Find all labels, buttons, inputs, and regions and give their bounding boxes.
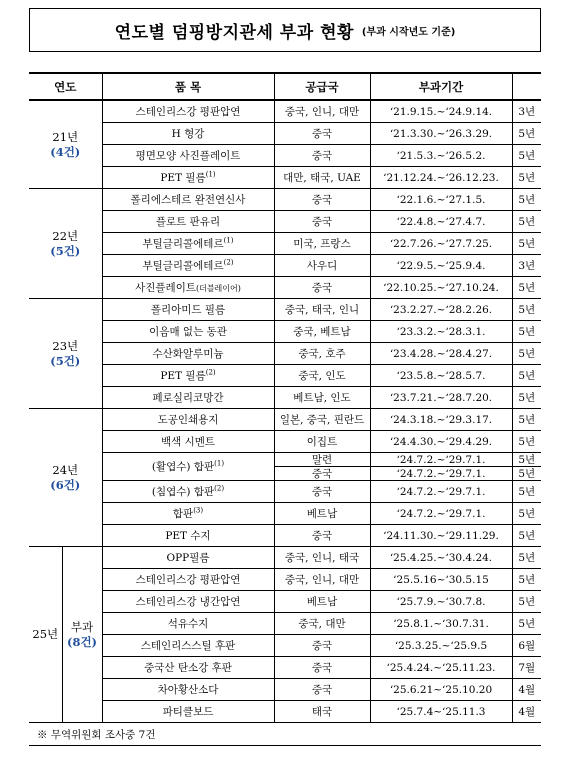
country-cell: 중국	[274, 467, 370, 481]
item-cell	[102, 657, 274, 679]
country-cell: 중국	[274, 189, 370, 211]
country-cell: 중국, 인니, 대만	[274, 569, 370, 591]
table-row	[29, 387, 541, 409]
table-row	[29, 277, 541, 299]
table-row	[29, 613, 541, 635]
duration-cell: 5년	[512, 481, 541, 503]
header-period: 부과기간	[370, 73, 512, 100]
item-name: 사진플레이트	[135, 282, 196, 294]
table-row	[29, 211, 541, 233]
page-subtitle: (부과 시작년도 기준)	[361, 26, 456, 38]
item-name: 스테인리스강 냉간압연	[135, 596, 241, 608]
item-name: (활엽수) 합판	[151, 461, 215, 473]
country-cell: 중국	[274, 277, 370, 299]
note-row	[29, 723, 541, 746]
year-cell	[29, 189, 102, 299]
item-name: 파티클보드	[162, 706, 214, 718]
item-name: 페로실리코망간	[152, 392, 224, 404]
year-count: (5건)	[50, 353, 81, 368]
period-cell: ‘21.9.15.~‘24.9.14.	[370, 100, 512, 123]
country-cell: 중국	[274, 481, 370, 503]
duration-cell: 5년	[512, 409, 541, 431]
item-cell	[102, 481, 274, 503]
period-cell: ‘23.7.21.~‘28.7.20.	[370, 387, 512, 409]
period-cell: ‘24.7.2.~‘29.7.1.	[370, 503, 512, 525]
table-row	[29, 189, 541, 211]
item-cell	[102, 409, 274, 431]
item-footnote-mark: (1)	[223, 236, 234, 245]
item-cell	[102, 299, 274, 321]
item-cell	[102, 211, 274, 233]
table-row	[29, 569, 541, 591]
country-cell: 중국	[274, 145, 370, 167]
table-row	[29, 431, 541, 453]
item-cell	[102, 453, 274, 481]
title-box	[29, 8, 541, 52]
header-country: 공급국	[274, 73, 370, 100]
item-cell	[102, 503, 274, 525]
country-cell: 중국	[274, 123, 370, 145]
item-footnote-mark: (2)	[205, 368, 216, 377]
period-cell: ‘23.2.27.~‘28.2.26.	[370, 299, 512, 321]
duration-cell: 3년	[512, 255, 541, 277]
table-header-row	[29, 73, 541, 100]
country-cell: 중국	[274, 635, 370, 657]
item-name: 폴리에스테르 완전연신사	[130, 194, 246, 206]
dumping-duty-table	[29, 72, 541, 746]
duration-cell: 3년	[512, 100, 541, 123]
item-name: 플로트 판유리	[155, 216, 221, 228]
country-cell: 중국, 태국, 인니	[274, 299, 370, 321]
period-cell: ‘21.5.3.~‘26.5.2.	[370, 145, 512, 167]
table-row	[29, 365, 541, 387]
item-cell	[102, 321, 274, 343]
duration-cell: 5년	[512, 453, 541, 467]
table-row	[29, 409, 541, 431]
item-cell	[102, 233, 274, 255]
table-row	[29, 167, 541, 189]
item-name: 부틸글리콜에테르	[142, 260, 224, 272]
duration-cell: 5년	[512, 547, 541, 569]
duration-cell: 5년	[512, 591, 541, 613]
table-row	[29, 343, 541, 365]
country-cell: 중국, 인도	[274, 365, 370, 387]
year-label: 21년	[52, 129, 79, 144]
item-name: 스테인리스강 평판압연	[135, 574, 241, 586]
header-item: 품 목	[102, 73, 274, 100]
period-cell: ‘24.4.30.~‘29.4.29.	[370, 431, 512, 453]
period-cell: ‘24.3.18.~‘29.3.17.	[370, 409, 512, 431]
period-cell: ‘23.4.28.~‘28.4.27.	[370, 343, 512, 365]
item-name: H 형강	[171, 128, 205, 140]
table-row	[29, 100, 541, 123]
year-count: (4건)	[50, 144, 81, 159]
year-sub-cell	[62, 547, 102, 723]
duration-cell: 5년	[512, 277, 541, 299]
item-name: 합판	[172, 508, 194, 520]
item-name: 차아황산소다	[157, 684, 219, 696]
country-cell: 중국, 대만	[274, 613, 370, 635]
period-cell: ‘24.7.2.~‘29.7.1.	[370, 467, 512, 481]
item-footnote-mark: (1)	[205, 170, 216, 179]
item-cell	[102, 277, 274, 299]
period-cell: ‘21.3.30.~‘26.3.29.	[370, 123, 512, 145]
country-cell: 중국	[274, 211, 370, 233]
footnote: ※ 무역위원회 조사중 7건	[29, 723, 541, 746]
table-row	[29, 701, 541, 723]
duration-cell: 4월	[512, 701, 541, 723]
item-cell	[102, 431, 274, 453]
duration-cell: 5년	[512, 365, 541, 387]
country-cell: 베트남, 인도	[274, 387, 370, 409]
country-cell: 중국	[274, 657, 370, 679]
item-name: OPP필름	[166, 552, 210, 564]
table-row	[29, 233, 541, 255]
item-cell	[102, 255, 274, 277]
item-cell	[102, 591, 274, 613]
table-row	[29, 321, 541, 343]
year-count: (8건)	[67, 634, 97, 649]
item-cell	[102, 343, 274, 365]
item-cell	[102, 145, 274, 167]
duration-cell: 5년	[512, 123, 541, 145]
period-cell: ‘22.9.5.~‘25.9.4.	[370, 255, 512, 277]
item-name: 스테인리스강 평판압연	[135, 106, 241, 118]
item-cell	[102, 635, 274, 657]
country-cell: 미국, 프랑스	[274, 233, 370, 255]
header-duration	[512, 73, 541, 100]
table-row	[29, 145, 541, 167]
duration-cell: 5년	[512, 321, 541, 343]
item-cell	[102, 123, 274, 145]
country-cell: 중국, 인니, 대만	[274, 100, 370, 123]
country-cell: 베트남	[274, 503, 370, 525]
country-cell: 중국	[274, 679, 370, 701]
period-cell: ‘23.5.8.~‘28.5.7.	[370, 365, 512, 387]
country-cell: 중국	[274, 525, 370, 547]
country-cell: 중국, 호주	[274, 343, 370, 365]
duration-cell: 5년	[512, 525, 541, 547]
duration-cell: 5년	[512, 233, 541, 255]
year-cell	[29, 299, 102, 409]
period-cell: ‘25.5.16~‘30.5.15	[370, 569, 512, 591]
year-cell	[29, 409, 102, 547]
item-name: PET 필름	[160, 172, 206, 184]
period-cell: ‘22.7.26.~‘27.7.25.	[370, 233, 512, 255]
country-cell: 말련	[274, 453, 370, 467]
table-row	[29, 299, 541, 321]
item-name: 이음매 없는 동관	[149, 326, 227, 338]
item-name: 중국산 탄소강 후판	[144, 662, 232, 674]
country-cell: 중국, 인니, 태국	[274, 547, 370, 569]
duration-cell: 5년	[512, 387, 541, 409]
period-cell: ‘22.1.6.~‘27.1.5.	[370, 189, 512, 211]
period-cell: ‘25.7.9.~‘30.7.8.	[370, 591, 512, 613]
year-count: (6건)	[50, 477, 81, 492]
duration-cell: 5년	[512, 569, 541, 591]
item-cell	[102, 547, 274, 569]
table-row	[29, 255, 541, 277]
period-cell: ‘24.7.2.~‘29.7.1.	[370, 481, 512, 503]
table-row	[29, 503, 541, 525]
item-footnote-mark: (2)	[214, 484, 225, 493]
item-name: 스테인리스스틸 후판	[140, 640, 236, 652]
duration-cell: 5년	[512, 467, 541, 481]
period-cell: ‘23.3.2.~‘28.3.1.	[370, 321, 512, 343]
item-cell	[102, 387, 274, 409]
period-cell: ‘22.10.25.~‘27.10.24.	[370, 277, 512, 299]
item-cell	[102, 613, 274, 635]
table-row	[29, 657, 541, 679]
item-name: 도공인쇄용지	[157, 414, 219, 426]
duration-cell: 5년	[512, 189, 541, 211]
year-label: 24년	[52, 462, 79, 477]
item-cell	[102, 189, 274, 211]
table-row	[29, 547, 541, 569]
country-cell: 중국, 베트남	[274, 321, 370, 343]
year-label: 22년	[52, 228, 79, 243]
item-name: 평면모양 사진플레이트	[135, 150, 241, 162]
duration-cell: 4월	[512, 679, 541, 701]
item-name: (침엽수) 합판	[151, 486, 215, 498]
year-count: (5건)	[50, 243, 81, 258]
duration-cell: 5년	[512, 211, 541, 233]
period-cell: ‘21.12.24.~‘26.12.23.	[370, 167, 512, 189]
table-row	[29, 679, 541, 701]
duration-cell: 5년	[512, 613, 541, 635]
duration-cell: 5년	[512, 503, 541, 525]
country-cell: 이집트	[274, 431, 370, 453]
item-cell	[102, 167, 274, 189]
table-row	[29, 481, 541, 503]
duration-cell: 6월	[512, 635, 541, 657]
item-name: 폴리아미드 필름	[150, 304, 226, 316]
year-cell	[29, 100, 102, 189]
table-row	[29, 453, 541, 467]
item-name: PET 필름	[160, 370, 206, 382]
year-label: 23년	[52, 338, 79, 353]
item-name: 석유수지	[167, 618, 209, 630]
period-cell: ‘25.4.24.~‘25.11.23.	[370, 657, 512, 679]
country-cell: 태국	[274, 701, 370, 723]
period-cell: ‘22.4.8.~‘27.4.7.	[370, 211, 512, 233]
item-footnote-mark: (3)	[193, 506, 204, 515]
item-cell	[102, 679, 274, 701]
period-cell: ‘25.7.4~‘25.11.3	[370, 701, 512, 723]
header-year: 연도	[29, 73, 102, 100]
duration-cell: 7월	[512, 657, 541, 679]
year-cell: 25년	[29, 547, 62, 723]
item-qualifier: (더블레이어)	[195, 284, 241, 293]
country-cell: 대만, 태국, UAE	[274, 167, 370, 189]
period-cell: ‘24.11.30.~‘29.11.29.	[370, 525, 512, 547]
country-cell: 베트남	[274, 591, 370, 613]
item-cell	[102, 525, 274, 547]
duration-cell: 5년	[512, 343, 541, 365]
duration-cell: 5년	[512, 145, 541, 167]
item-footnote-mark: (2)	[223, 258, 234, 267]
table-row	[29, 525, 541, 547]
item-name: 수산화알루미늄	[152, 348, 224, 360]
table-row	[29, 591, 541, 613]
period-cell: ‘25.4.25.~‘30.4.24.	[370, 547, 512, 569]
period-cell: ‘24.7.2.~‘29.7.1.	[370, 453, 512, 467]
item-cell	[102, 701, 274, 723]
item-cell	[102, 365, 274, 387]
duration-cell: 5년	[512, 299, 541, 321]
table-row	[29, 123, 541, 145]
year-sub-label: 부과	[70, 619, 94, 634]
item-name: 부틸글리콜에테르	[142, 238, 224, 250]
item-name: PET 수지	[165, 530, 211, 542]
period-cell: ‘25.6.21~‘25.10.20	[370, 679, 512, 701]
duration-cell: 5년	[512, 167, 541, 189]
item-footnote-mark: (1)	[214, 459, 225, 468]
country-cell: 일본, 중국, 핀란드	[274, 409, 370, 431]
page-title: 연도별 덤핑방지관세 부과 현황	[114, 22, 354, 43]
period-cell: ‘25.8.1.~‘30.7.31.	[370, 613, 512, 635]
item-cell	[102, 100, 274, 123]
table-row	[29, 635, 541, 657]
item-name: 백색 시멘트	[160, 436, 216, 448]
item-cell	[102, 569, 274, 591]
country-cell: 사우디	[274, 255, 370, 277]
period-cell: ‘25.3.25.~‘25.9.5	[370, 635, 512, 657]
duration-cell: 5년	[512, 431, 541, 453]
